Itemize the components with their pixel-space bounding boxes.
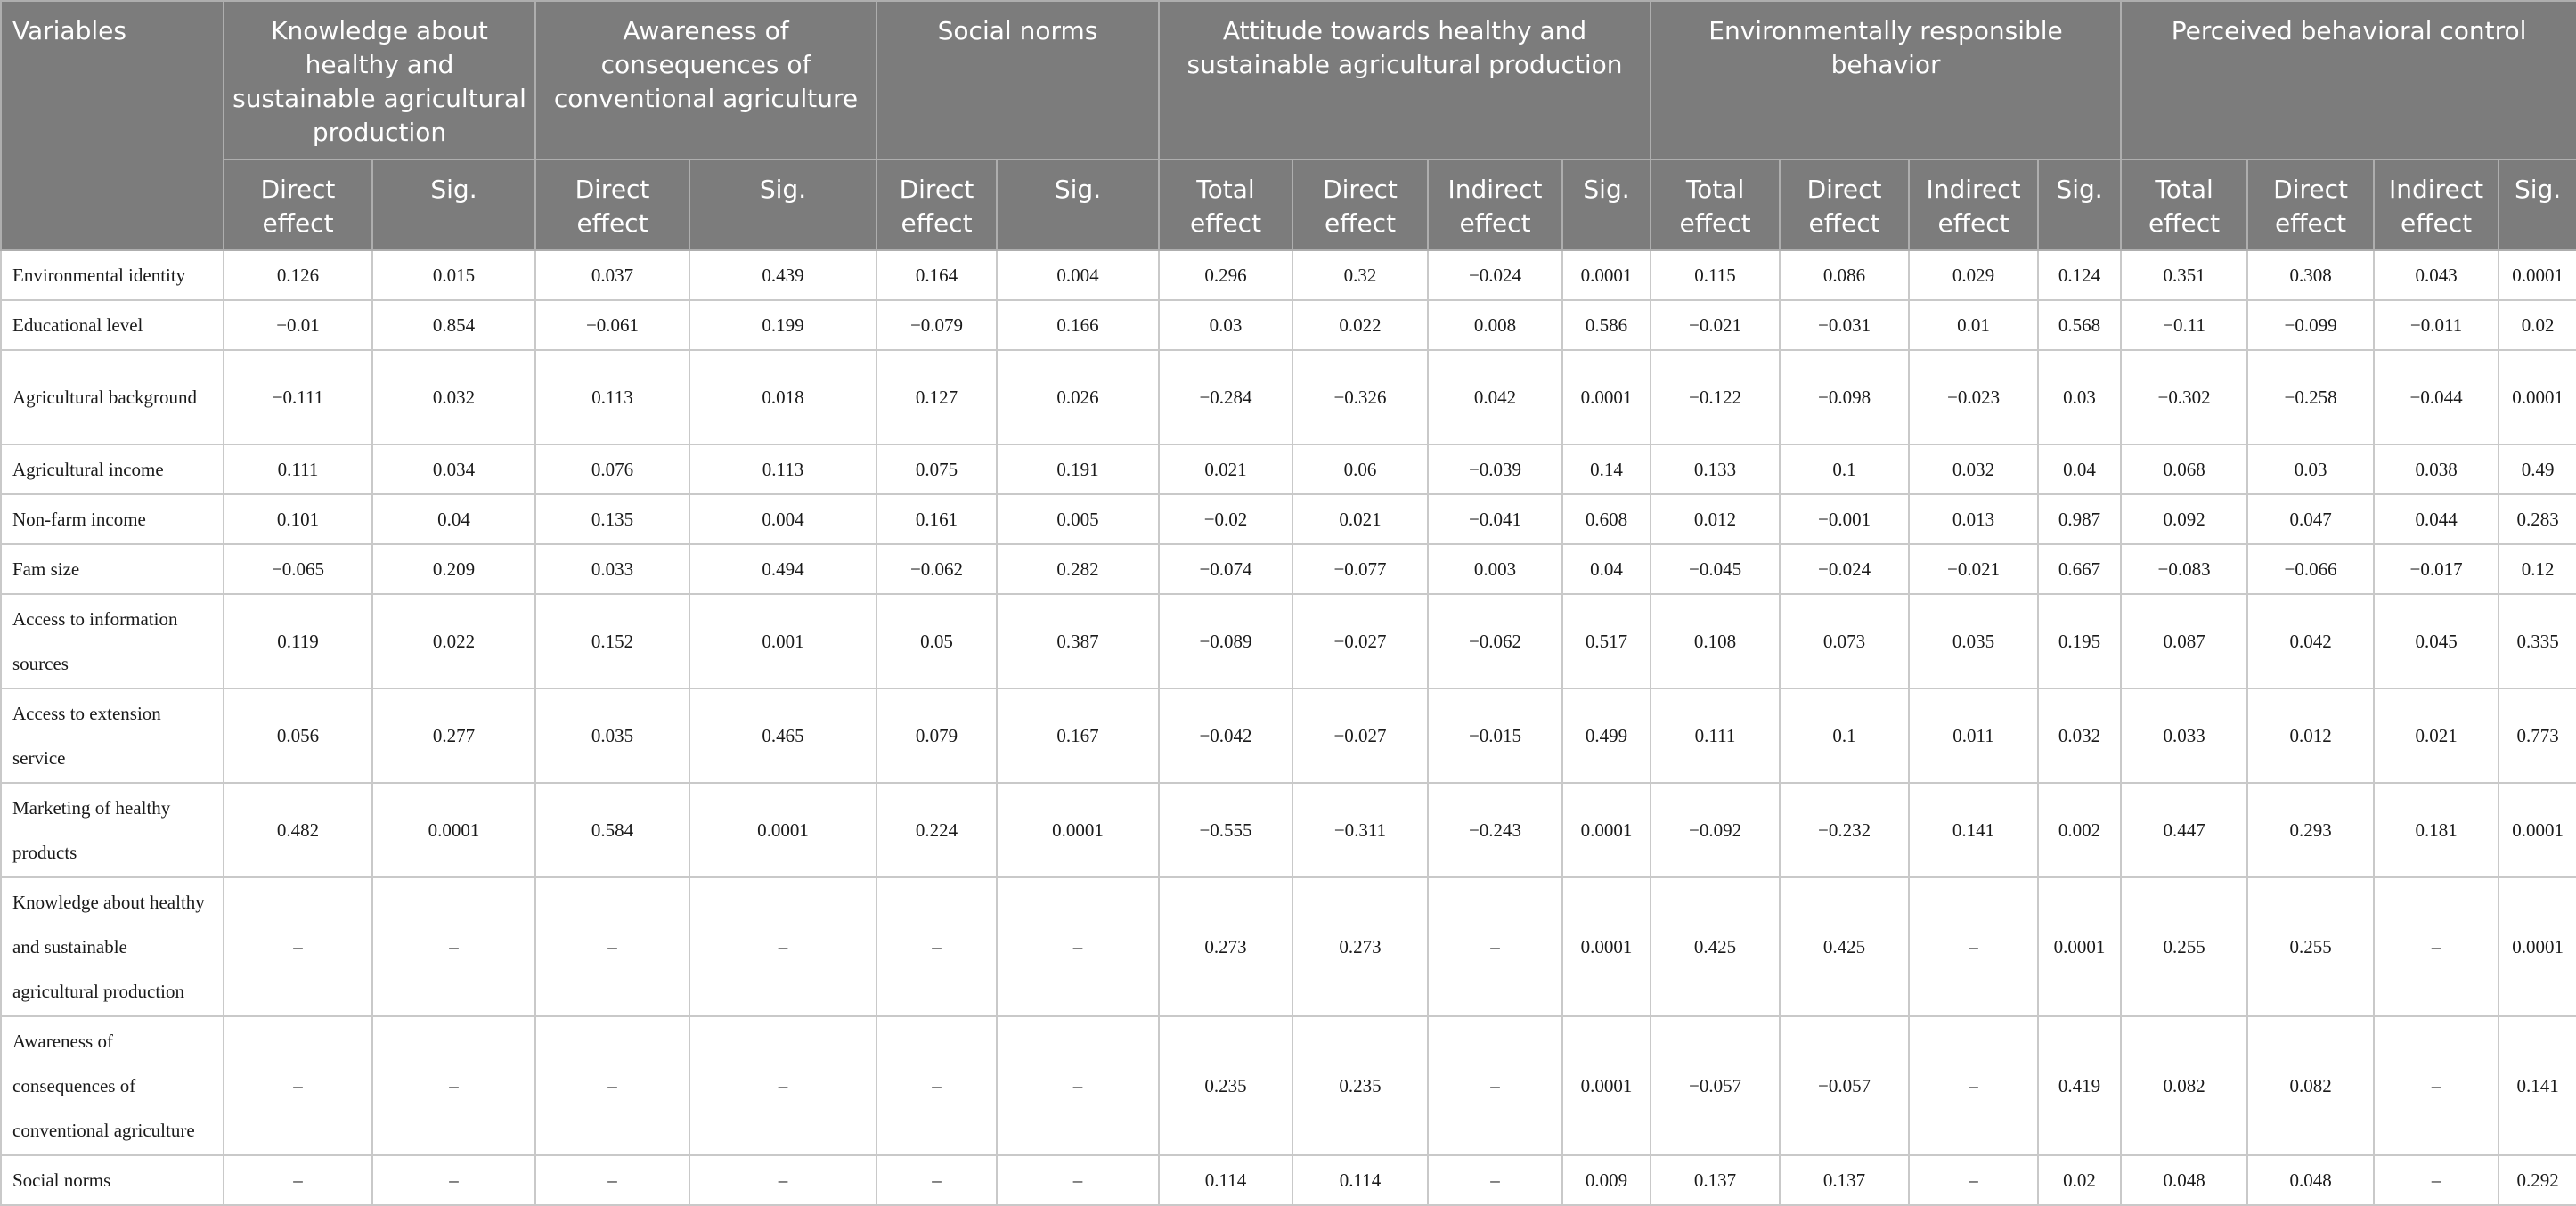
table-cell: 0.004 — [997, 250, 1159, 300]
header-row-groups — [1, 1, 2576, 159]
table-cell: 0.032 — [1909, 444, 2038, 494]
table-cell: −0.074 — [1159, 544, 1292, 594]
table-cell: – — [689, 1155, 876, 1205]
subcolumn-header: Direct effect — [535, 159, 689, 250]
table-cell: 0.273 — [1159, 877, 1292, 1016]
table-cell: 0.009 — [1562, 1155, 1651, 1205]
table-cell: 0.282 — [997, 544, 1159, 594]
table-cell: – — [535, 1155, 689, 1205]
table-cell: −0.045 — [1651, 544, 1780, 594]
table-cell: −0.001 — [1780, 494, 1909, 544]
table-cell: 0.086 — [1780, 250, 1909, 300]
table-cell: 0.044 — [2374, 494, 2499, 544]
table-cell: 0.004 — [689, 494, 876, 544]
table-cell: 0.277 — [372, 689, 535, 783]
table-cell: 0.351 — [2121, 250, 2247, 300]
table-cell: 0.419 — [2038, 1016, 2121, 1155]
table-cell: −0.039 — [1428, 444, 1562, 494]
table-cell: – — [535, 877, 689, 1016]
table-cell: 0.0001 — [2499, 350, 2576, 444]
table-cell: −0.326 — [1292, 350, 1428, 444]
row-label: Agricultural income — [1, 444, 224, 494]
table-cell: 0.038 — [2374, 444, 2499, 494]
table-cell: 0.114 — [1292, 1155, 1428, 1205]
table-cell: – — [1909, 877, 2038, 1016]
table-cell: 0.0001 — [1562, 250, 1651, 300]
table-cell: 0.773 — [2499, 689, 2576, 783]
table-cell: – — [372, 1016, 535, 1155]
table-cell: – — [1428, 1155, 1562, 1205]
table-cell: −0.02 — [1159, 494, 1292, 544]
table-cell: −0.011 — [2374, 300, 2499, 350]
table-cell: −0.023 — [1909, 350, 2038, 444]
table-cell: 0.141 — [2499, 1016, 2576, 1155]
table-row — [1, 350, 2576, 444]
table-cell: 0.087 — [2121, 594, 2247, 689]
table-cell: 0.115 — [1651, 250, 1780, 300]
table-cell: −0.044 — [2374, 350, 2499, 444]
table-row — [1, 1016, 2576, 1155]
table-cell: 0.113 — [689, 444, 876, 494]
subcolumn-header: Direct effect — [224, 159, 372, 250]
table-cell: 0.0001 — [2038, 877, 2121, 1016]
table-cell: 0.108 — [1651, 594, 1780, 689]
table-cell: 0.124 — [2038, 250, 2121, 300]
table-cell: −0.017 — [2374, 544, 2499, 594]
table-cell: – — [372, 1155, 535, 1205]
table-cell: 0.026 — [997, 350, 1159, 444]
table-cell: 0.076 — [535, 444, 689, 494]
table-cell: 0.0001 — [1562, 877, 1651, 1016]
table-cell: −0.031 — [1780, 300, 1909, 350]
table-cell: −0.311 — [1292, 783, 1428, 877]
subcolumn-header: Indirect effect — [1428, 159, 1562, 250]
table-cell: 0.043 — [2374, 250, 2499, 300]
table-cell: −0.232 — [1780, 783, 1909, 877]
table-cell: 0.06 — [1292, 444, 1428, 494]
table-cell: 0.042 — [2247, 594, 2374, 689]
table-cell: 0.032 — [2038, 689, 2121, 783]
table-cell: 0.073 — [1780, 594, 1909, 689]
table-cell: 0.987 — [2038, 494, 2121, 544]
table-cell: 0.1 — [1780, 689, 1909, 783]
table-cell: 0.082 — [2247, 1016, 2374, 1155]
table-cell: 0.032 — [372, 350, 535, 444]
table-cell: – — [1909, 1155, 2038, 1205]
table-cell: 0.292 — [2499, 1155, 2576, 1205]
table-cell: 0.033 — [535, 544, 689, 594]
table-cell: −0.098 — [1780, 350, 1909, 444]
table-cell: 0.49 — [2499, 444, 2576, 494]
table-cell: 0.119 — [224, 594, 372, 689]
table-cell: −0.066 — [2247, 544, 2374, 594]
table-cell: −0.057 — [1780, 1016, 1909, 1155]
table-cell: 0.114 — [1159, 1155, 1292, 1205]
table-cell: 0.021 — [2374, 689, 2499, 783]
table-cell: 0.04 — [372, 494, 535, 544]
table-cell: – — [224, 877, 372, 1016]
subcolumn-header: Sig. — [689, 159, 876, 250]
row-label: Marketing of healthy products — [1, 783, 224, 877]
table-cell: – — [2374, 1016, 2499, 1155]
group-header-environmental-behavior: Environmentally responsible behavior — [1651, 1, 2121, 159]
table-cell: – — [1428, 877, 1562, 1016]
table-cell: 0.0001 — [1562, 1016, 1651, 1155]
table-cell: 0.161 — [876, 494, 997, 544]
subcolumn-header: Direct effect — [1292, 159, 1428, 250]
header-row-subcolumns — [1, 159, 2576, 250]
table-cell: 0.191 — [997, 444, 1159, 494]
table-cell: 0.001 — [689, 594, 876, 689]
table-cell: 0.586 — [1562, 300, 1651, 350]
table-cell: −0.041 — [1428, 494, 1562, 544]
table-cell: – — [689, 1016, 876, 1155]
table-cell: – — [876, 1155, 997, 1205]
group-header-attitude: Attitude towards healthy and sustainable agricultural production — [1159, 1, 1651, 159]
subcolumn-header: Direct effect — [876, 159, 997, 250]
table-cell: −0.057 — [1651, 1016, 1780, 1155]
table-cell: 0.0001 — [372, 783, 535, 877]
table-cell: 0.296 — [1159, 250, 1292, 300]
table-cell: 0.02 — [2499, 300, 2576, 350]
table-cell: 0.224 — [876, 783, 997, 877]
table-cell: 0.137 — [1651, 1155, 1780, 1205]
table-cell: 0.033 — [2121, 689, 2247, 783]
table-cell: 0.0001 — [1562, 783, 1651, 877]
table-cell: −0.284 — [1159, 350, 1292, 444]
table-cell: 0.0001 — [2499, 250, 2576, 300]
table-cell: −0.021 — [1909, 544, 2038, 594]
table-cell: 0.04 — [1562, 544, 1651, 594]
table-cell: 0.012 — [2247, 689, 2374, 783]
table-row — [1, 544, 2576, 594]
table-cell: 0.042 — [1428, 350, 1562, 444]
table-cell: 0.03 — [2247, 444, 2374, 494]
table-cell: – — [2374, 877, 2499, 1016]
table-cell: 0.293 — [2247, 783, 2374, 877]
table-cell: 0.425 — [1780, 877, 1909, 1016]
table-cell: 0.045 — [2374, 594, 2499, 689]
subcolumn-header: Direct effect — [2247, 159, 2374, 250]
table-cell: 0.111 — [224, 444, 372, 494]
row-label: Fam size — [1, 544, 224, 594]
table-cell: 0.082 — [2121, 1016, 2247, 1155]
table-cell: 0.048 — [2247, 1155, 2374, 1205]
table-cell: 0.0001 — [1562, 350, 1651, 444]
subcolumn-header: Sig. — [997, 159, 1159, 250]
table-cell: 0.002 — [2038, 783, 2121, 877]
subcolumn-header: Total effect — [1159, 159, 1292, 250]
table-cell: 0.494 — [689, 544, 876, 594]
table-cell: 0.517 — [1562, 594, 1651, 689]
table-body — [1, 250, 2576, 1205]
group-header-knowledge: Knowledge about healthy and sustainable agricultural production — [224, 1, 535, 159]
table-cell: −0.061 — [535, 300, 689, 350]
table-cell: 0.199 — [689, 300, 876, 350]
row-label: Knowledge about healthy and sustainable agricultural production — [1, 877, 224, 1016]
table-cell: 0.05 — [876, 594, 997, 689]
table-cell: 0.152 — [535, 594, 689, 689]
table-cell: – — [224, 1016, 372, 1155]
table-cell: – — [1909, 1016, 2038, 1155]
table-cell: 0.035 — [535, 689, 689, 783]
table-cell: 0.0001 — [2499, 877, 2576, 1016]
table-cell: −0.021 — [1651, 300, 1780, 350]
table-cell: 0.126 — [224, 250, 372, 300]
table-cell: 0.482 — [224, 783, 372, 877]
row-label: Social norms — [1, 1155, 224, 1205]
table-cell: −0.089 — [1159, 594, 1292, 689]
table-cell: −0.302 — [2121, 350, 2247, 444]
table-cell: – — [1428, 1016, 1562, 1155]
group-header-awareness: Awareness of consequences of conventional agriculture — [535, 1, 876, 159]
table-row — [1, 594, 2576, 689]
table-cell: – — [224, 1155, 372, 1205]
subcolumn-header: Sig. — [2499, 159, 2576, 250]
table-cell: 0.127 — [876, 350, 997, 444]
table-cell: 0.079 — [876, 689, 997, 783]
table-cell: 0.021 — [1159, 444, 1292, 494]
table-cell: – — [535, 1016, 689, 1155]
subcolumn-header: Sig. — [372, 159, 535, 250]
table-cell: 0.034 — [372, 444, 535, 494]
table-cell: 0.0001 — [689, 783, 876, 877]
table-cell: 0.018 — [689, 350, 876, 444]
table-cell: 0.447 — [2121, 783, 2247, 877]
table-cell: – — [689, 877, 876, 1016]
table-cell: – — [997, 877, 1159, 1016]
subcolumn-header: Direct effect — [1780, 159, 1909, 250]
table-cell: 0.181 — [2374, 783, 2499, 877]
table-cell: −0.11 — [2121, 300, 2247, 350]
table-cell: 0.075 — [876, 444, 997, 494]
table-cell: 0.141 — [1909, 783, 2038, 877]
table-cell: −0.062 — [1428, 594, 1562, 689]
table-cell: – — [372, 877, 535, 1016]
table-cell: 0.0001 — [2499, 783, 2576, 877]
table-row — [1, 444, 2576, 494]
table-cell: 0.135 — [535, 494, 689, 544]
subcolumn-header: Total effect — [2121, 159, 2247, 250]
row-label: Environmental identity — [1, 250, 224, 300]
table-cell: 0.854 — [372, 300, 535, 350]
table-cell: −0.243 — [1428, 783, 1562, 877]
table-cell: 0.111 — [1651, 689, 1780, 783]
table-cell: 0.439 — [689, 250, 876, 300]
table-cell: 0.0001 — [997, 783, 1159, 877]
table-cell: 0.195 — [2038, 594, 2121, 689]
table-cell: −0.555 — [1159, 783, 1292, 877]
table-row — [1, 689, 2576, 783]
table-cell: 0.1 — [1780, 444, 1909, 494]
row-label: Educational level — [1, 300, 224, 350]
table-cell: 0.056 — [224, 689, 372, 783]
table-cell: 0.01 — [1909, 300, 2038, 350]
group-header-perceived-control: Perceived behavioral control — [2121, 1, 2576, 159]
table-header — [1, 1, 2576, 250]
table-cell: 0.047 — [2247, 494, 2374, 544]
table-cell: −0.077 — [1292, 544, 1428, 594]
table-row — [1, 1155, 2576, 1205]
table-cell: – — [997, 1016, 1159, 1155]
table-cell: 0.255 — [2121, 877, 2247, 1016]
table-cell: 0.012 — [1651, 494, 1780, 544]
table-cell: 0.209 — [372, 544, 535, 594]
table-cell: 0.022 — [372, 594, 535, 689]
table-cell: −0.015 — [1428, 689, 1562, 783]
subcolumn-header: Indirect effect — [2374, 159, 2499, 250]
table-cell: 0.308 — [2247, 250, 2374, 300]
row-label: Agricultural background — [1, 350, 224, 444]
table-cell: 0.235 — [1159, 1016, 1292, 1155]
table-row — [1, 250, 2576, 300]
subcolumn-header: Indirect effect — [1909, 159, 2038, 250]
row-label: Access to information sources — [1, 594, 224, 689]
table-cell: 0.166 — [997, 300, 1159, 350]
table-cell: −0.042 — [1159, 689, 1292, 783]
table-cell: 0.32 — [1292, 250, 1428, 300]
table-row — [1, 877, 2576, 1016]
table-cell: 0.008 — [1428, 300, 1562, 350]
table-cell: 0.14 — [1562, 444, 1651, 494]
table-cell: – — [876, 877, 997, 1016]
table-cell: −0.027 — [1292, 689, 1428, 783]
table-cell: −0.092 — [1651, 783, 1780, 877]
table-cell: – — [876, 1016, 997, 1155]
table-row — [1, 783, 2576, 877]
table-cell: 0.335 — [2499, 594, 2576, 689]
table-cell: 0.02 — [2038, 1155, 2121, 1205]
table-cell: −0.258 — [2247, 350, 2374, 444]
table-cell: 0.03 — [1159, 300, 1292, 350]
table-cell: −0.122 — [1651, 350, 1780, 444]
row-label: Access to extension service — [1, 689, 224, 783]
table-cell: 0.387 — [997, 594, 1159, 689]
table-cell: 0.425 — [1651, 877, 1780, 1016]
table-cell: 0.037 — [535, 250, 689, 300]
table-cell: −0.111 — [224, 350, 372, 444]
table-cell: 0.608 — [1562, 494, 1651, 544]
table-cell: 0.499 — [1562, 689, 1651, 783]
variables-column-header: Variables — [1, 1, 224, 250]
table-cell: 0.048 — [2121, 1155, 2247, 1205]
table-row — [1, 494, 2576, 544]
table-cell: 0.013 — [1909, 494, 2038, 544]
table-cell: 0.003 — [1428, 544, 1562, 594]
table-cell: −0.024 — [1780, 544, 1909, 594]
table-cell: 0.015 — [372, 250, 535, 300]
table-cell: 0.164 — [876, 250, 997, 300]
table-cell: 0.667 — [2038, 544, 2121, 594]
table-cell: 0.465 — [689, 689, 876, 783]
row-label: Non-farm income — [1, 494, 224, 544]
table-cell: 0.022 — [1292, 300, 1428, 350]
table-cell: 0.235 — [1292, 1016, 1428, 1155]
table-cell: 0.04 — [2038, 444, 2121, 494]
table-cell: 0.584 — [535, 783, 689, 877]
table-cell: −0.099 — [2247, 300, 2374, 350]
table-cell: 0.137 — [1780, 1155, 1909, 1205]
table-cell: 0.021 — [1292, 494, 1428, 544]
table-cell: −0.062 — [876, 544, 997, 594]
table-cell: 0.167 — [997, 689, 1159, 783]
subcolumn-header: Sig. — [2038, 159, 2121, 250]
row-label: Awareness of consequences of conventional agriculture — [1, 1016, 224, 1155]
table-cell: 0.068 — [2121, 444, 2247, 494]
table-row — [1, 300, 2576, 350]
table-cell: 0.03 — [2038, 350, 2121, 444]
table-cell: 0.101 — [224, 494, 372, 544]
table-cell: 0.568 — [2038, 300, 2121, 350]
table-cell: −0.01 — [224, 300, 372, 350]
group-header-social-norms: Social norms — [876, 1, 1159, 159]
table-cell: −0.065 — [224, 544, 372, 594]
table-cell: 0.005 — [997, 494, 1159, 544]
table-cell: 0.283 — [2499, 494, 2576, 544]
table-cell: 0.273 — [1292, 877, 1428, 1016]
table-cell: 0.12 — [2499, 544, 2576, 594]
table-cell: – — [2374, 1155, 2499, 1205]
table-cell: 0.255 — [2247, 877, 2374, 1016]
table-cell: 0.011 — [1909, 689, 2038, 783]
table-cell: 0.035 — [1909, 594, 2038, 689]
subcolumn-header: Total effect — [1651, 159, 1780, 250]
table-cell: −0.083 — [2121, 544, 2247, 594]
table-cell: – — [997, 1155, 1159, 1205]
subcolumn-header: Sig. — [1562, 159, 1651, 250]
table-cell: 0.092 — [2121, 494, 2247, 544]
table-cell: −0.024 — [1428, 250, 1562, 300]
table-cell: 0.133 — [1651, 444, 1780, 494]
table-cell: −0.079 — [876, 300, 997, 350]
table-cell: 0.029 — [1909, 250, 2038, 300]
table-cell: 0.113 — [535, 350, 689, 444]
table-cell: −0.027 — [1292, 594, 1428, 689]
